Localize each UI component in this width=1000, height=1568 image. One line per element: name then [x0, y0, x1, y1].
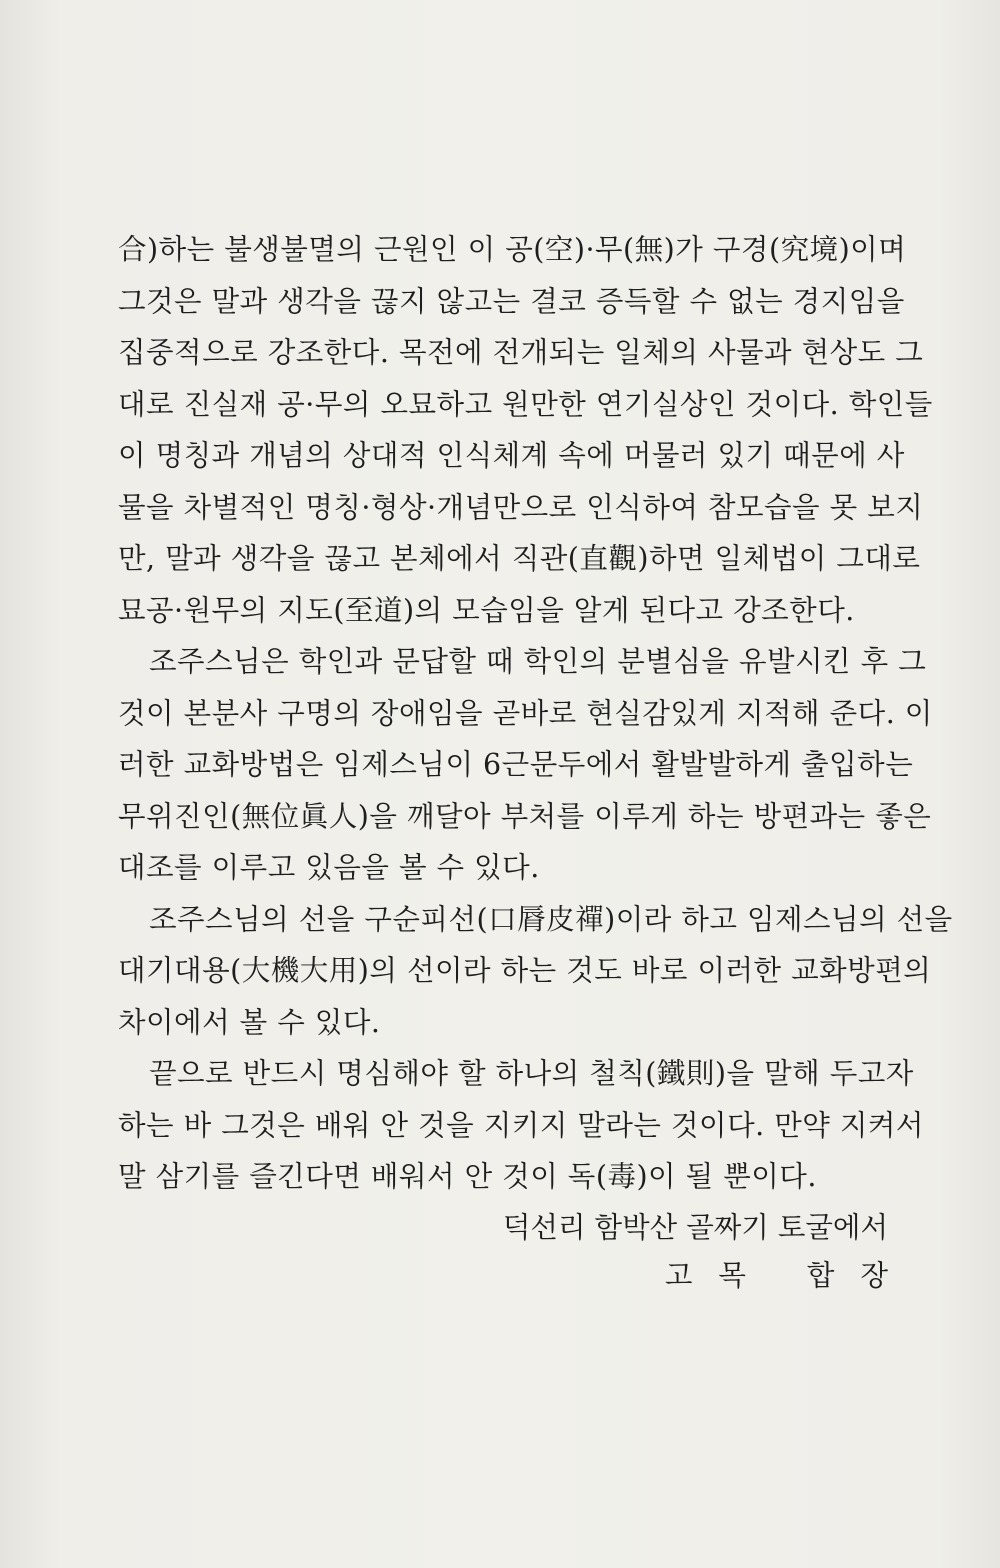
text-line: 끝으로 반드시 명심해야 할 하나의 철칙(鐵則)을 말해 두고자 [149, 1057, 914, 1090]
text-line: 것이 본분사 구명의 장애임을 곧바로 현실감있게 지적해 준다. 이 [118, 696, 933, 730]
paragraph [118, 224, 933, 636]
text-line: 조주스님은 학인과 문답할 때 학인의 분별심을 유발시킨 후 그 [149, 645, 927, 678]
text-line: 집중적으로 강조한다. 목전에 전개되는 일체의 사물과 현상도 그 [118, 336, 924, 369]
text-line: 조주스님의 선을 구순피선(口脣皮禪)이라 하고 임제스님의 선을 [149, 902, 953, 936]
paragraph [118, 1048, 924, 1203]
text-line: 이 명칭과 개념의 상대적 인식체계 속에 머물러 있기 때문에 사 [118, 439, 905, 472]
text-line: 대로 진실재 공·무의 오묘하고 원만한 연기실상인 것이다. 학인들 [118, 387, 933, 421]
text-line: 하는 바 그것은 배워 안 것을 지키지 말라는 것이다. 만약 지켜서 [118, 1108, 924, 1142]
text-line: 러한 교화방법은 임제스님이 6근문두에서 활발발하게 출입하는 [118, 748, 914, 781]
text-line: 그것은 말과 생각을 끊지 않고는 결코 증득할 수 없는 경지임을 [118, 284, 905, 318]
paragraph [118, 894, 953, 1049]
text-line: 묘공·원무의 지도(至道)의 모습임을 알게 된다고 강조한다. [118, 593, 855, 627]
signature-block [328, 1204, 914, 1300]
text-line: 대기대용(大機大用)의 선이라 하는 것도 바로 이러한 교화방편의 [118, 954, 932, 987]
body-text [118, 224, 953, 1203]
signature-name: 고목 합장 [664, 1259, 914, 1292]
paragraph [118, 636, 933, 894]
text-line: 合)하는 불생불멸의 근원인 이 공(空)·무(無)가 구경(究境)이며 [118, 233, 907, 266]
text-line: 차이에서 볼 수 있다. [118, 1005, 381, 1039]
text-line: 말 삼기를 즐긴다면 배워서 안 것이 독(毒)이 될 뿐이다. [118, 1160, 817, 1193]
signature-place: 덕선리 함박산 골짜기 토굴에서 [502, 1211, 888, 1244]
text-line: 대조를 이루고 있음을 볼 수 있다. [118, 851, 540, 884]
text-line: 물을 차별적인 명칭·형상·개념만으로 인식하여 참모습을 못 보지 [118, 490, 924, 524]
text-line: 무위진인(無位眞人)을 깨달아 부처를 이루게 하는 방편과는 좋은 [118, 799, 932, 833]
text-line: 만, 말과 생각을 끊고 본체에서 직관(直觀)하면 일체법이 그대로 [118, 542, 921, 575]
